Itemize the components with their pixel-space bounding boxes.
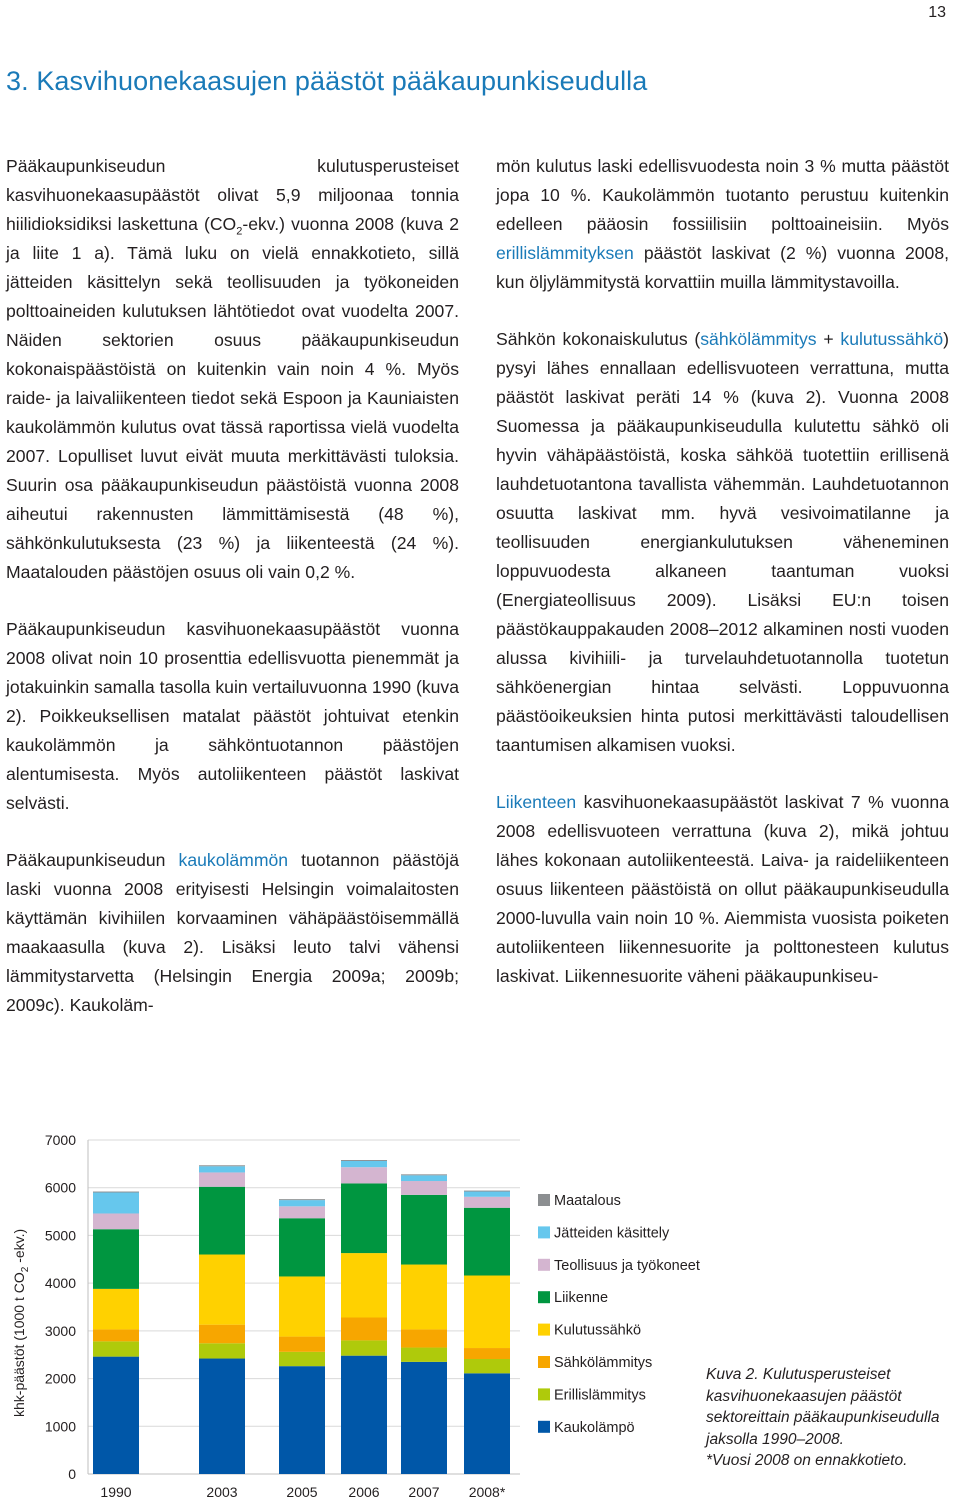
legend-label-5: Sähkölämmitys — [554, 1355, 653, 1371]
bar-2003-sähkölämmitys — [199, 1325, 245, 1344]
legend-label-4: Kulutussähkö — [554, 1322, 642, 1339]
legend-label-2: Teollisuus ja työkoneet — [554, 1257, 700, 1274]
bar-1990-kulutussähkö — [93, 1289, 139, 1330]
legend-label-1: Jätteiden käsittely — [554, 1225, 670, 1242]
bar-2006-maatalous — [341, 1160, 387, 1161]
x-tick-label-2007: 2007 — [408, 1484, 440, 1500]
paragraph-1: Pääkaupunkiseudun kulutusperusteiset kasvihuonekaasupäästöt olivat 5,9 miljoonaa tonnia hiilidioksidiksi laskettuna $(CO_2-ekv.)$ vuonna 2008 (kuva 2 ja liite 1 a). Tämä luku on vielä ennakkotieto, sillä jätteiden käsittelyn sekä teollisuuden ja työkoneiden polttoaineiden kulutuksen lähtötiedot ovat vuodelta 2007. Näiden sektorien osuus pääkaupunkiseudun kokonaispäästöistä on kuitenkin vain noin 4 %. Myös raide- ja laivaliikenteen tiedot sekä Espoon ja Kauniaisten kaukolämmön kulutus ovat tässä raportissa vielä vuodelta 2007. Lopulliset luvut eivät muuta merkittävästi tuloksia. Suurin osa pääkaupunkiseudun päästöistä vuonna 2008 aiheutui rakennusten lämmittämisestä (48 %), sähkönkulutuksesta (23 %) ja liikenteestä (24 %). Maatalouden päästöjen osuus oli vain 0,2 %. — [6, 156, 460, 582]
bar-1990-maatalous — [93, 1192, 139, 1193]
text-column-left — [6, 152, 459, 1020]
term-erillislammityksen: erillislämmityksen — [496, 243, 634, 263]
caption-text: Kuva 2. Kulutusperusteiset kasvihuonekaasujen päästöt sektoreittain pääkaupunkiseudulla jaksolla 1990–2008. — [706, 1366, 940, 1448]
bar-2007-kulutussähkö — [401, 1265, 447, 1330]
term-sahkolammitys: sähkölämmitys — [700, 329, 817, 349]
bar-2006-teollisuus-ja-työkoneet — [341, 1167, 387, 1183]
x-tick-label-2008p: 2008* — [468, 1484, 506, 1500]
legend-swatch-1 — [538, 1226, 550, 1238]
legend-swatch-2 — [538, 1259, 550, 1271]
bar-2005-maatalous — [279, 1199, 325, 1200]
bar-2008p-kaukolämpö — [464, 1373, 510, 1474]
bar-2003-kulutussähkö — [199, 1255, 245, 1325]
bar-2007-teollisuus-ja-työkoneet — [401, 1181, 447, 1195]
legend-swatch-6 — [538, 1388, 550, 1400]
bar-2006-sähkölämmitys — [341, 1317, 387, 1340]
paragraph-4: Sähkön kokonaiskulutus (sähkölämmitys + kulutussähkö) pysyi lähes ennallaan edellisvuoteen verrattuna, mutta päästöt laskivat peräti 14 % (kuva 2). Vuonna 2008 Suomessa ja pääkaupunkiseudulla kulutettu sähkö oli hyvin vähäpäästöistä, koska sähköä tuotettiin erillisenä lauhdetuotantona tavallista vähemmän. Lauhdetuotannon osuutta laskivat mm. hyvä vesivoimatilanne ja teollisuuden energiankulutuksen väheneminen loppuvuodesta alkaneen taantuman vuoksi (Energiateollisuus 2009). Lisäksi EU:n toisen päästökauppakauden 2008–2012 alkaminen nosti vuoden alussa kivihiili- ja turvelauhdetuotannolla tuotetun sähköenergian hintaa selvästi. Loppuvuonna päästöoikeuksien hinta putosi merkittävästi taloudellisen taantumisen alkamisen vuoksi. — [496, 329, 949, 755]
bar-2005-kaukolämpö — [279, 1366, 325, 1474]
x-tick-label-2006: 2006 — [348, 1484, 380, 1500]
paragraph-3-continued: tuotannon päästöjä laski vuonna 2008 erityisesti Helsingin voimalaitosten käyttämän kivihiilen korvaaminen vähäpäästöisemmällä maakaasulla (kuva 2). Lisäksi leuto talvi vähensi lämmitystarvetta (Helsingin Energia 2009a; 2009b; 2009c). Kaukoläm- — [6, 850, 459, 1015]
x-tick-label-2005: 2005 — [286, 1484, 318, 1500]
legend-swatch-4 — [538, 1324, 550, 1336]
bar-2008p-jätteiden-käsittely — [464, 1192, 510, 1197]
bar-2005-kulutussähkö — [279, 1276, 325, 1336]
bar-2003-teollisuus-ja-työkoneet — [199, 1172, 245, 1186]
bar-2007-liikenne — [401, 1195, 447, 1265]
legend-label-0: Maatalous — [554, 1193, 621, 1209]
bar-2006-kulutussähkö — [341, 1253, 387, 1317]
bar-2007-sähkölämmitys — [401, 1329, 447, 1347]
text-column-right — [496, 152, 949, 991]
y-tick-label-2000: 2000 — [44, 1370, 76, 1387]
bar-2008p-teollisuus-ja-työkoneet — [464, 1197, 510, 1208]
bar-2006-kaukolämpö — [341, 1356, 387, 1474]
y-tick-label-5000: 5000 — [44, 1227, 76, 1244]
paragraph-3: Pääkaupunkiseudun kaukolämmön tuotannon päästöjä laski vuonna 2008 erityisesti Helsingin voimalaitosten käyttämän kivihiilen korvaaminen vähäpäästöisemmällä maakaasulla (kuva 2). Lisäksi leuto talvi vähensi lämmitystarvetta (Helsingin Energia 2009a; 2009b; 2009c). Kaukoläm- — [6, 850, 459, 1015]
page-number: 13 — [928, 4, 946, 21]
bar-2008p-maatalous — [464, 1191, 510, 1192]
y-axis-title: khk-päästöt (1000 t $CO_2$ -ekv.) — [11, 1228, 31, 1417]
bar-2008p-liikenne — [464, 1208, 510, 1276]
figure-caption — [706, 1364, 956, 1472]
bar-2003-maatalous — [199, 1165, 245, 1166]
bar-1990-sähkölämmitys — [93, 1329, 139, 1341]
bar-2003-erillislämmitys — [199, 1343, 245, 1358]
legend-swatch-3 — [538, 1291, 550, 1303]
bar-1990-jätteiden-käsittely — [93, 1192, 139, 1213]
caption-note: *Vuosi 2008 on ennakkotieto. — [706, 1452, 908, 1469]
y-tick-label-3000: 3000 — [44, 1322, 76, 1339]
bar-2007-erillislämmitys — [401, 1348, 447, 1362]
bar-2007-kaukolämpö — [401, 1362, 447, 1474]
bar-2005-liikenne — [279, 1218, 325, 1276]
bar-2008p-sähkölämmitys — [464, 1348, 510, 1359]
bar-2006-liikenne — [341, 1183, 387, 1253]
bar-2007-maatalous — [401, 1174, 447, 1175]
bar-2003-liikenne — [199, 1187, 245, 1255]
bar-1990-erillislämmitys — [93, 1341, 139, 1356]
term-kulutussahko: kulutussähkö — [840, 329, 944, 349]
bar-1990-teollisuus-ja-työkoneet — [93, 1213, 139, 1229]
bar-2008p-kulutussähkö — [464, 1276, 510, 1349]
paragraph-2: Pääkaupunkiseudun kasvihuonekaasupäästöt vuonna 2008 olivat noin 10 prosenttia edellisvuotta pienemmät ja jotakuinkin samalla tasolla kuin vertailuvuonna 1990 (kuva 2). Poikkeuksellisen matalat päästöt johtuivat etenkin kaukolämmön ja sähköntuotannon päästöjen alentumisesta. Myös autoliikenteen päästöt laskivat selvästi. — [6, 619, 459, 813]
x-tick-label-2003: 2003 — [206, 1484, 238, 1500]
y-tick-label-0: 0 — [68, 1466, 76, 1482]
y-tick-label-1000: 1000 — [44, 1418, 76, 1435]
paragraph-3-end: mön kulutus laski edellisvuodesta noin 3 % mutta päästöt jopa 10 %. Kaukolämmön tuotanto perustuu kuitenkin edelleen pääosin fossiilisiin polttoaineisiin. Myös erillislämmityksen päästöt laskivat (2 %) vuonna 2008, kun öljylämmitystä korvattiin muilla lämmitystavoilla. — [496, 156, 949, 292]
bar-2008p-erillislämmitys — [464, 1359, 510, 1373]
legend-label-7: Kaukolämpö — [554, 1419, 635, 1436]
y-tick-label-6000: 6000 — [44, 1179, 76, 1196]
section-heading: 3. Kasvihuonekaasujen päästöt pääkaupunkiseudulla — [6, 66, 648, 96]
bar-2003-kaukolämpö — [199, 1359, 245, 1474]
bar-2005-erillislämmitys — [279, 1352, 325, 1366]
bar-2005-teollisuus-ja-työkoneet — [279, 1206, 325, 1218]
bar-2007-jätteiden-käsittely — [401, 1175, 447, 1181]
legend-label-6: Erillislämmitys — [554, 1387, 646, 1404]
bar-2006-erillislämmitys — [341, 1340, 387, 1355]
legend-swatch-5 — [538, 1356, 550, 1368]
legend-label-3: Liikenne — [554, 1290, 609, 1307]
bar-2005-sähkölämmitys — [279, 1337, 325, 1352]
bar-1990-liikenne — [93, 1229, 139, 1289]
term-liikenteen: Liikenteen — [496, 792, 577, 812]
bar-2005-jätteiden-käsittely — [279, 1200, 325, 1206]
legend-swatch-0 — [538, 1194, 550, 1206]
paragraph-5: Liikenteen kasvihuonekaasupäästöt laskivat 7 % vuonna 2008 edellisvuoteen verrattuna (kuva 2), mikä johtuu lähes kokonaan autoliikenteestä. Laiva- ja raideliikenteen osuus liikenteen päästöistä on ollut pääkaupunkiseudulla 2000-luvulla vain noin 10 %. Aiemmista vuosista poiketen autoliikenteen liikennesuorite ja polttonesteen kulutus laskivat. Liikennesuorite väheni pääkaupunkiseu- — [496, 792, 949, 986]
bar-2006-jätteiden-käsittely — [341, 1161, 387, 1167]
y-tick-label-4000: 4000 — [44, 1275, 76, 1292]
paragraph-3-continuation-text: mön kulutus laski edellisvuodesta noin 3 % mutta päästöt jopa 10 %. Kaukolämmön tuotanto perustuu kuitenkin edelleen pääosin fossiilisiin polttoaineisiin. Myös — [496, 156, 949, 234]
x-tick-label-1990: 1990 — [100, 1484, 132, 1500]
bar-1990-kaukolämpö — [93, 1357, 139, 1474]
term-kaukolammon: kaukolämmön — [178, 850, 289, 870]
legend-swatch-7 — [538, 1421, 550, 1433]
bar-2003-jätteiden-käsittely — [199, 1166, 245, 1172]
y-tick-label-7000: 7000 — [44, 1132, 76, 1148]
